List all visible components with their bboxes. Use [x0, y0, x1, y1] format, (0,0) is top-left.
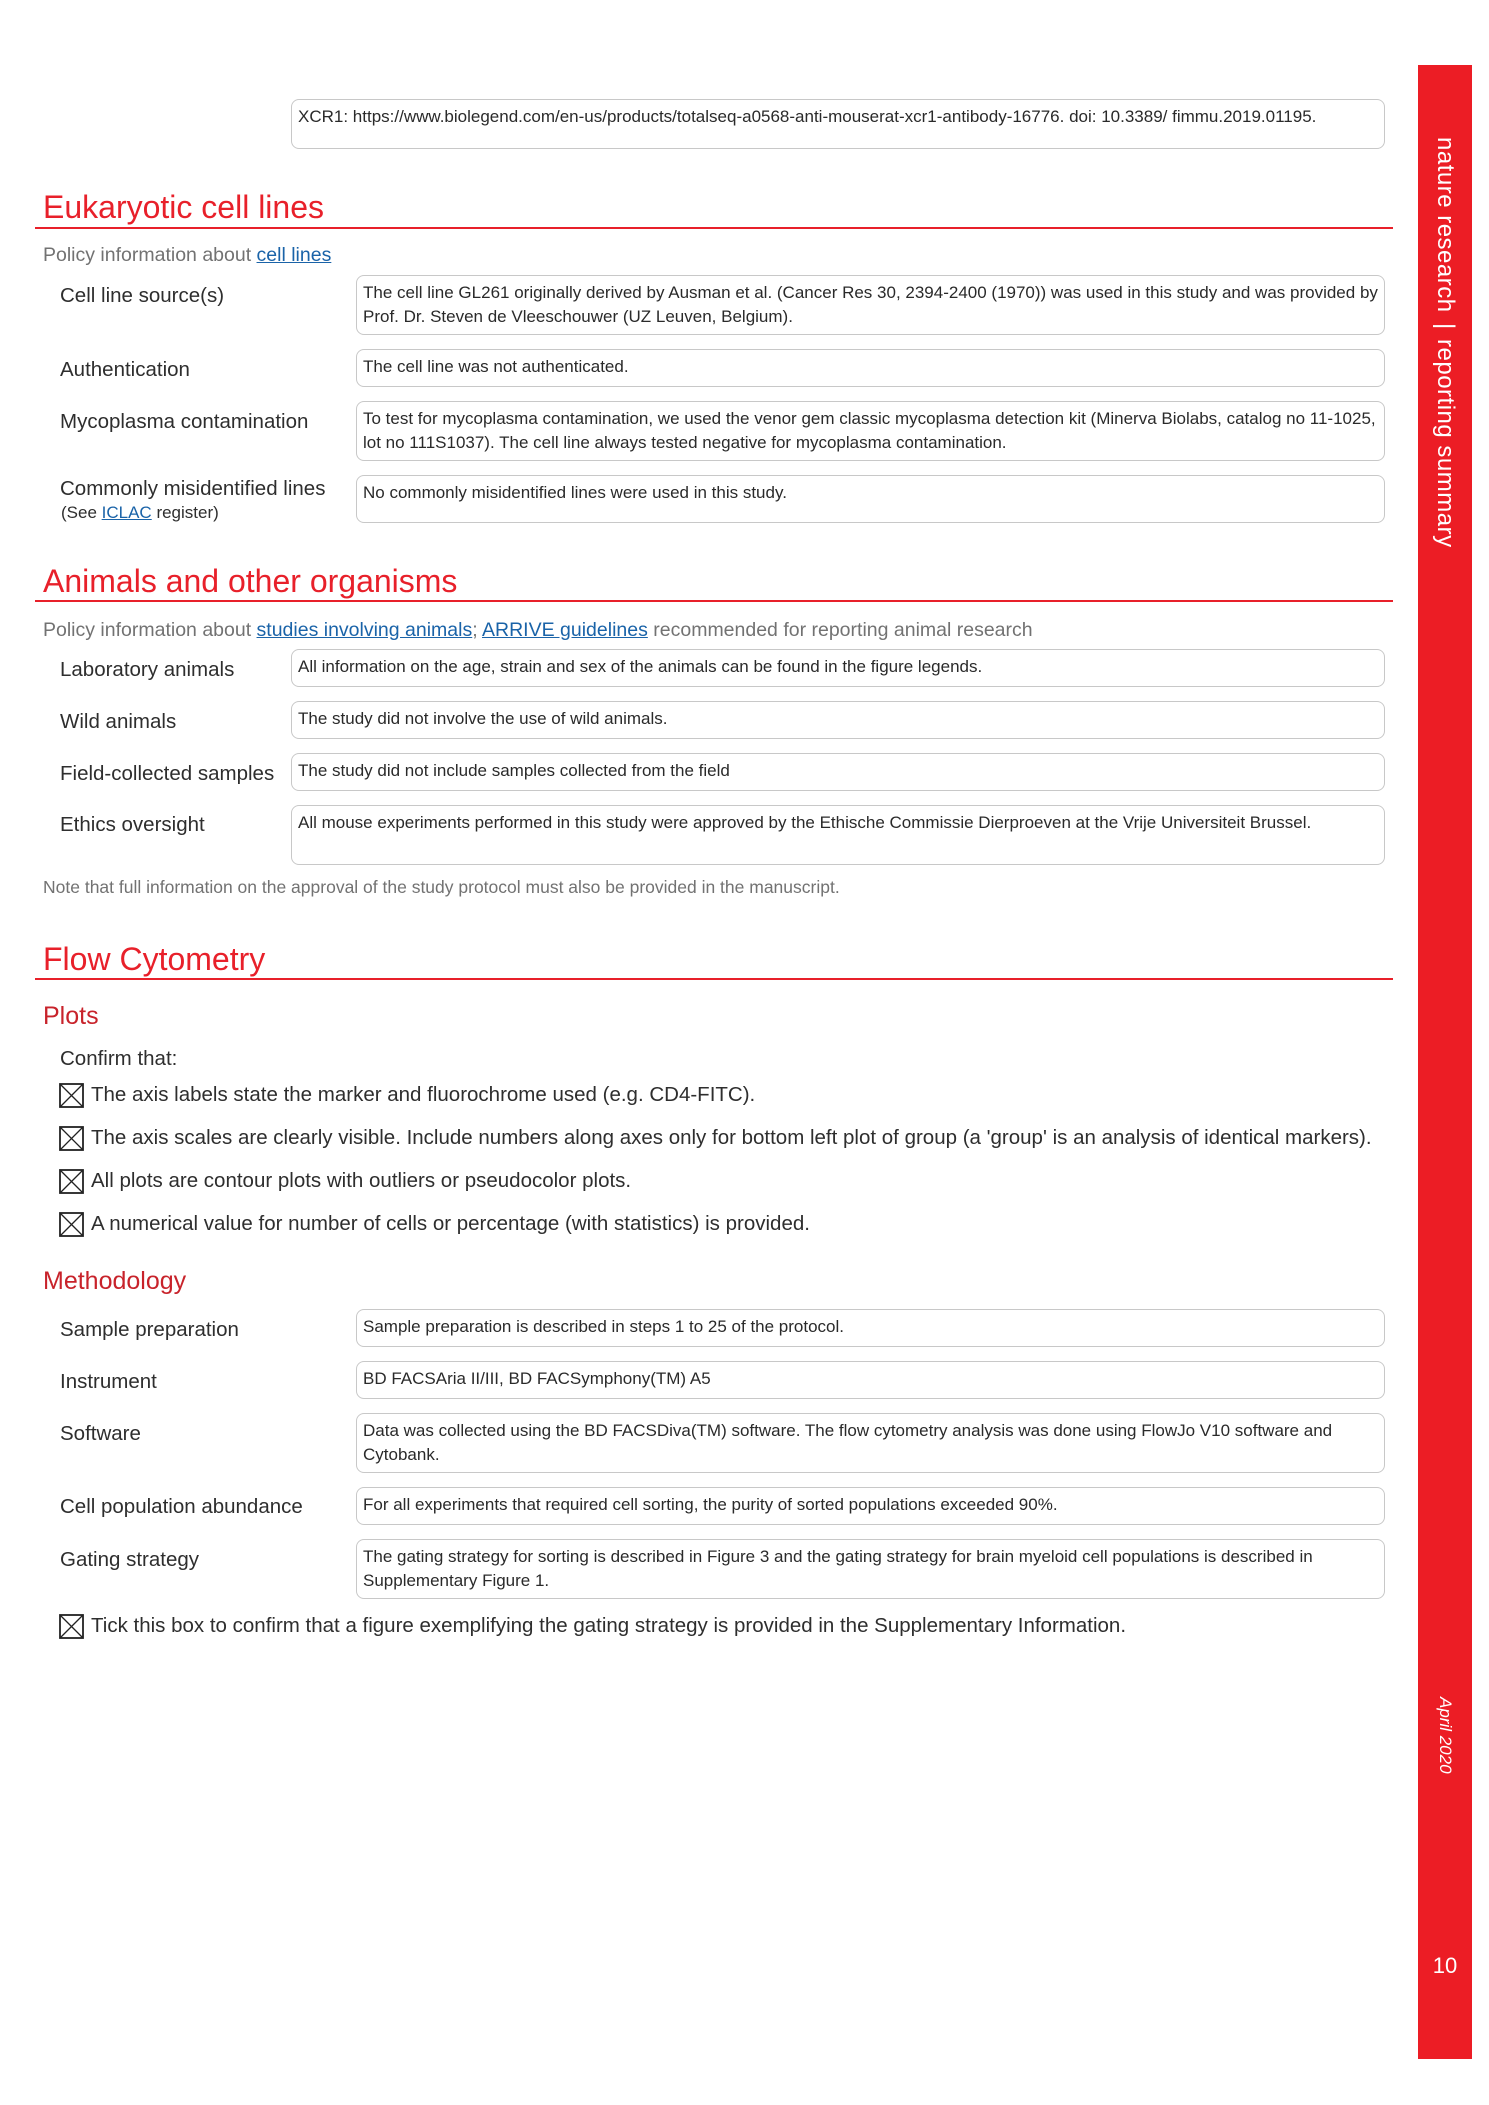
section-title-cell-lines: Eukaryotic cell lines: [43, 189, 324, 225]
date-label: April 2020: [1436, 1697, 1455, 1774]
checked-checkbox-icon[interactable]: [59, 1212, 84, 1237]
section-title-animals: Animals and other organisms: [43, 563, 458, 599]
check-text: The axis scales are clearly visible. Include numbers along axes only for bottom left plot of group (a 'group' is an analysis of identical markers).: [91, 1126, 1372, 1149]
journal-name: nature research: [1432, 137, 1459, 313]
field-wild-animals: The study did not involve the use of wild animals.: [291, 701, 1385, 739]
label-wild-animals: Wild animals: [60, 710, 177, 733]
field-software: Data was collected using the BD FACSDiva(TM) software. The flow cytometry analysis was done using FlowJo V10 software and Cytobank.: [356, 1413, 1385, 1473]
checked-checkbox-icon[interactable]: [59, 1169, 84, 1194]
page-number: 10: [1432, 1953, 1458, 1978]
field-mycoplasma: To test for mycoplasma contamination, we used the venor gem classic mycoplasma detection kit (Minerva Biolabs, catalog no 11-1025, lot no 111S1037). The cell line always tested negative for mycoplasma contamination.: [356, 401, 1385, 461]
check-row-gating-figure: [59, 1613, 1126, 1639]
label-software: Software: [60, 1422, 141, 1445]
policy-animals: Policy information about studies involving animals; ARRIVE guidelines recommended for reporting animal research: [43, 619, 1033, 641]
label-cell-line-source: Cell line source(s): [60, 284, 225, 307]
checked-checkbox-icon[interactable]: [59, 1126, 84, 1151]
subsection-plots: Plots: [43, 1002, 99, 1030]
field-misidentified: No commonly misidentified lines were used in this study.: [356, 475, 1385, 523]
section-title-flow: Flow Cytometry: [43, 941, 266, 977]
arrive-guidelines-link[interactable]: ARRIVE guidelines: [482, 619, 648, 641]
field-ethics-oversight: All mouse experiments performed in this study were approved by the Ethische Commissie Dierproeven at the Vrije Universiteit Brussel.: [291, 805, 1385, 865]
check-row-axis-labels: [59, 1082, 755, 1108]
journal-separator: |: [1432, 322, 1459, 330]
label-instrument: Instrument: [60, 1370, 157, 1393]
label-cell-population-abundance: Cell population abundance: [60, 1495, 303, 1518]
label-laboratory-animals: Laboratory animals: [60, 658, 235, 681]
journal-header: [1418, 137, 1472, 548]
field-field-collected: The study did not include samples collected from the field: [291, 753, 1385, 791]
studies-involving-animals-link[interactable]: studies involving animals: [256, 619, 473, 641]
check-text: A numerical value for number of cells or percentage (with statistics) is provided.: [91, 1212, 810, 1235]
field-instrument: BD FACSAria II/III, BD FACSymphony(TM) A5: [356, 1361, 1385, 1399]
approval-note: Note that full information on the approval of the study protocol must also be provided in the manuscript.: [43, 877, 840, 897]
iclac-note: (See ICLAC register): [61, 503, 219, 522]
section-rule: [35, 978, 1393, 980]
check-text: The axis labels state the marker and fluorochrome used (e.g. CD4-FITC).: [91, 1083, 756, 1106]
field-authentication: The cell line was not authenticated.: [356, 349, 1385, 387]
subsection-methodology: Methodology: [43, 1267, 187, 1295]
policy-cell-lines: Policy information about cell lines: [43, 244, 332, 266]
section-rule: [35, 227, 1393, 229]
check-row-axis-scales: [59, 1125, 1372, 1151]
field-gating-strategy: The gating strategy for sorting is described in Figure 3 and the gating strategy for brain myeloid cell populations is described in Supplementary Figure 1.: [356, 1539, 1385, 1599]
field-laboratory-animals: All information on the age, strain and sex of the animals can be found in the figure legends.: [291, 649, 1385, 687]
check-text: Tick this box to confirm that a figure exemplifying the gating strategy is provided in the Supplementary Information.: [91, 1614, 1127, 1637]
check-row-numerical-value: [59, 1211, 810, 1237]
check-text: All plots are contour plots with outliers or pseudocolor plots.: [91, 1169, 632, 1192]
confirm-that: Confirm that:: [60, 1047, 178, 1070]
top-box-text: XCR1: https://www.biolegend.com/en-us/products/totalseq-a0568-anti-mouserat-xcr1-antibody-16776. doi: 10.3389/ fimmu.2019.01195.: [298, 107, 1317, 126]
check-row-contour-plots: [59, 1168, 631, 1194]
label-sample-preparation: Sample preparation: [60, 1318, 239, 1341]
sidebar: [1418, 65, 1472, 2059]
iclac-link[interactable]: ICLAC: [101, 503, 152, 522]
field-cell-population-abundance: For all experiments that required cell sorting, the purity of sorted populations exceeded 90%.: [356, 1487, 1385, 1525]
section-name: reporting summary: [1432, 339, 1459, 548]
label-ethics-oversight: Ethics oversight: [60, 813, 205, 836]
field-sample-preparation: Sample preparation is described in steps 1 to 25 of the protocol.: [356, 1309, 1385, 1347]
label-mycoplasma: Mycoplasma contamination: [60, 410, 309, 433]
label-field-collected: Field-collected samples: [60, 762, 275, 785]
checked-checkbox-icon[interactable]: [59, 1083, 84, 1108]
checked-checkbox-icon[interactable]: [59, 1614, 84, 1639]
label-gating-strategy: Gating strategy: [60, 1548, 200, 1571]
top-continuation-box: [291, 99, 1385, 149]
field-cell-line-source: The cell line GL261 originally derived by Ausman et al. (Cancer Res 30, 2394-2400 (1970)) was used in this study and was provided by Prof. Dr. Steven de Vleeschouwer (UZ Leuven, Belgium).: [356, 275, 1385, 335]
label-authentication: Authentication: [60, 358, 190, 381]
label-misidentified: Commonly misidentified lines: [60, 477, 326, 500]
section-rule: [35, 600, 1393, 602]
cell-lines-link[interactable]: cell lines: [256, 244, 332, 266]
